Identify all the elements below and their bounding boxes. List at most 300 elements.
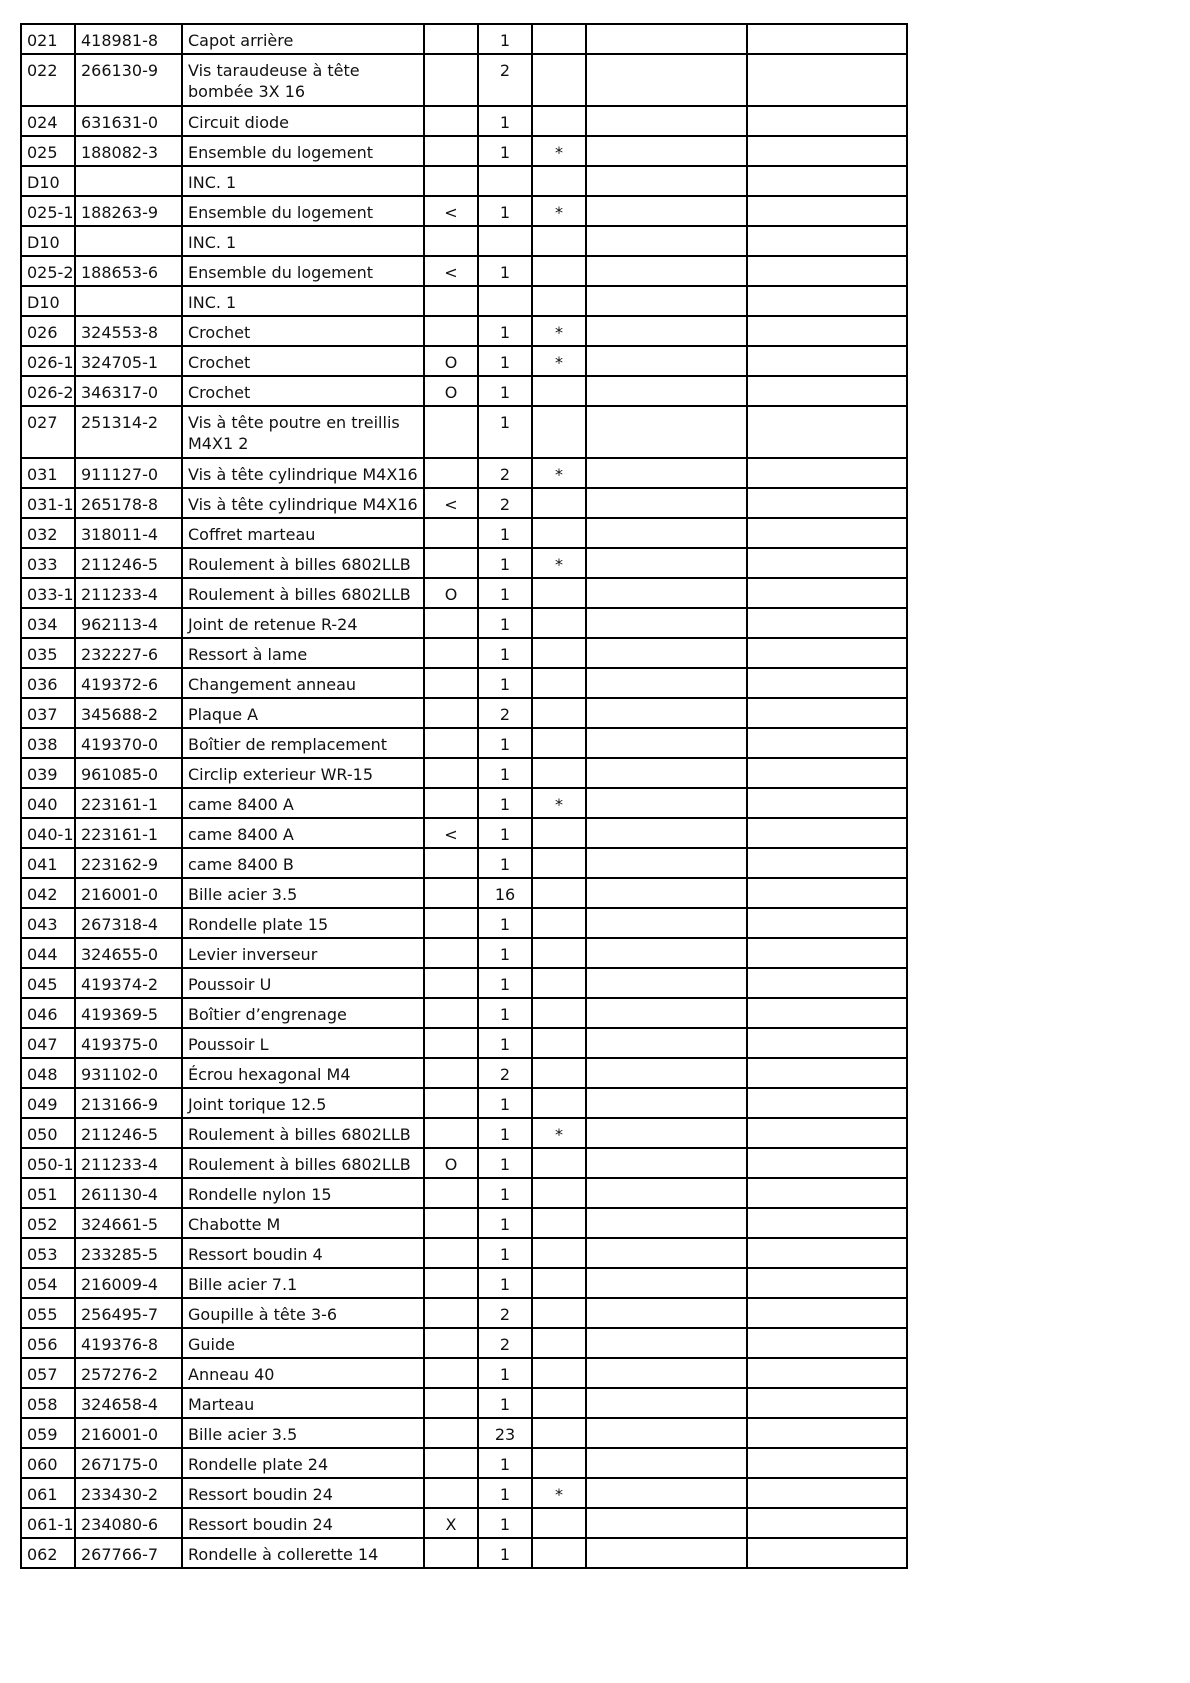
quantity-cell <box>478 1538 532 1568</box>
quantity-text: 1 <box>499 1185 511 1204</box>
item-number-cell <box>21 1058 75 1088</box>
blank-1-cell <box>586 1388 747 1418</box>
item-number-text: 024 <box>27 113 58 132</box>
note-text <box>533 1149 585 1154</box>
part-number-text <box>81 227 181 232</box>
description-cell <box>182 24 424 54</box>
quantity-text: 2 <box>499 1305 511 1324</box>
part-number-text: 188653-6 <box>81 263 159 282</box>
item-number-cell <box>21 848 75 878</box>
quantity-cell <box>478 818 532 848</box>
description-text: Capot arrière <box>188 31 294 50</box>
blank-1-cell <box>586 166 747 196</box>
description-cell <box>182 1178 424 1208</box>
quantity-text: 1 <box>499 1545 511 1564</box>
blank-1-cell <box>586 54 747 106</box>
table-row <box>21 1388 907 1418</box>
note-text <box>533 939 585 944</box>
blank-1-cell <box>586 406 747 458</box>
table-row <box>21 668 907 698</box>
description-text: Vis taraudeuse à tête bombée 3X 16 <box>188 61 360 101</box>
blank-1-cell <box>586 226 747 256</box>
part-number-cell <box>75 1478 182 1508</box>
part-number-text: 266130-9 <box>81 61 159 80</box>
blank-1-text <box>592 849 746 854</box>
table-row <box>21 196 907 226</box>
table-row <box>21 938 907 968</box>
quantity-text: 1 <box>499 143 511 162</box>
note-text <box>533 1059 585 1064</box>
table-row <box>21 1328 907 1358</box>
note-cell <box>532 346 586 376</box>
blank-1-cell <box>586 818 747 848</box>
item-number-cell <box>21 1208 75 1238</box>
part-number-cell <box>75 406 182 458</box>
table-row <box>21 166 907 196</box>
blank-1-text <box>592 317 746 322</box>
note-cell <box>532 1418 586 1448</box>
quantity-cell <box>478 1118 532 1148</box>
item-number-text: D10 <box>27 293 60 312</box>
blank-2-cell <box>747 788 907 818</box>
description-text: Ressort boudin 24 <box>188 1515 333 1534</box>
blank-1-cell <box>586 376 747 406</box>
note-text: * <box>555 465 563 484</box>
note-cell <box>532 1178 586 1208</box>
note-text <box>533 639 585 644</box>
item-number-cell <box>21 1118 75 1148</box>
blank-1-text <box>592 1239 746 1244</box>
marker-text <box>425 1359 477 1364</box>
blank-2-text <box>753 939 906 944</box>
note-cell <box>532 668 586 698</box>
description-cell <box>182 316 424 346</box>
blank-1-text <box>592 669 746 674</box>
blank-2-text <box>753 1539 906 1544</box>
note-cell <box>532 458 586 488</box>
part-number-cell <box>75 1268 182 1298</box>
note-cell <box>532 1448 586 1478</box>
note-cell <box>532 728 586 758</box>
blank-1-cell <box>586 518 747 548</box>
item-number-cell <box>21 1238 75 1268</box>
blank-2-text <box>753 317 906 322</box>
blank-1-text <box>592 1059 746 1064</box>
part-number-text: 233285-5 <box>81 1245 159 1264</box>
item-number-text: 058 <box>27 1395 58 1414</box>
blank-2-text <box>753 1149 906 1154</box>
part-number-cell <box>75 1148 182 1178</box>
table-row <box>21 1268 907 1298</box>
description-cell <box>182 578 424 608</box>
blank-2-cell <box>747 1328 907 1358</box>
description-text: Goupille à tête 3-6 <box>188 1305 338 1324</box>
blank-2-text <box>753 639 906 644</box>
description-text: INC. 1 <box>188 233 237 252</box>
part-number-cell <box>75 578 182 608</box>
description-text: Joint de retenue R-24 <box>188 615 358 634</box>
description-cell <box>182 1058 424 1088</box>
blank-1-text <box>592 1359 746 1364</box>
part-number-cell <box>75 1328 182 1358</box>
blank-2-text <box>753 137 906 142</box>
item-number-text: 040 <box>27 795 58 814</box>
part-number-text: 256495-7 <box>81 1305 159 1324</box>
description-text: Ressort à lame <box>188 645 308 664</box>
note-cell <box>532 1328 586 1358</box>
note-text <box>533 1179 585 1184</box>
marker-text <box>425 137 477 142</box>
part-number-text: 261130-4 <box>81 1185 159 1204</box>
description-cell <box>182 758 424 788</box>
blank-1-text <box>592 879 746 884</box>
part-number-text: 324655-0 <box>81 945 159 964</box>
marker-text <box>425 879 477 884</box>
table-row <box>21 1298 907 1328</box>
parts-table <box>20 23 908 1569</box>
blank-2-text <box>753 107 906 112</box>
description-cell <box>182 1028 424 1058</box>
blank-1-cell <box>586 638 747 668</box>
part-number-cell <box>75 1208 182 1238</box>
blank-2-text <box>753 999 906 1004</box>
description-text: Boîtier d’engrenage <box>188 1005 347 1024</box>
blank-1-text <box>592 489 746 494</box>
table-row <box>21 1178 907 1208</box>
quantity-text: 1 <box>499 1155 511 1174</box>
description-cell <box>182 848 424 878</box>
blank-2-text <box>753 519 906 524</box>
quantity-text: 1 <box>499 203 511 222</box>
description-cell <box>182 458 424 488</box>
description-text: Ensemble du logement <box>188 143 374 162</box>
part-number-cell <box>75 196 182 226</box>
item-number-text: 054 <box>27 1275 58 1294</box>
blank-1-cell <box>586 1268 747 1298</box>
quantity-text: 16 <box>494 885 516 904</box>
quantity-cell <box>478 1388 532 1418</box>
item-number-cell <box>21 818 75 848</box>
quantity-cell <box>478 728 532 758</box>
blank-2-cell <box>747 286 907 316</box>
blank-2-text <box>753 1419 906 1424</box>
blank-1-cell <box>586 1148 747 1178</box>
item-number-text: 045 <box>27 975 58 994</box>
marker-text <box>425 1419 477 1424</box>
description-cell <box>182 518 424 548</box>
marker-cell <box>424 818 478 848</box>
part-number-cell <box>75 1238 182 1268</box>
marker-text <box>425 55 477 60</box>
note-text: * <box>555 323 563 342</box>
marker-text: X <box>445 1515 457 1534</box>
marker-cell <box>424 608 478 638</box>
item-number-cell <box>21 1448 75 1478</box>
marker-cell <box>424 698 478 728</box>
note-text <box>533 519 585 524</box>
table-row <box>21 1418 907 1448</box>
marker-text: < <box>444 203 458 222</box>
part-number-cell <box>75 758 182 788</box>
part-number-text: 216009-4 <box>81 1275 159 1294</box>
table-row <box>21 518 907 548</box>
part-number-cell <box>75 938 182 968</box>
quantity-cell <box>478 518 532 548</box>
table-row <box>21 256 907 286</box>
quantity-cell <box>478 578 532 608</box>
item-number-text: 035 <box>27 645 58 664</box>
note-cell <box>532 1358 586 1388</box>
description-text: Guide <box>188 1335 235 1354</box>
item-number-text: 031 <box>27 465 58 484</box>
marker-text <box>425 1119 477 1124</box>
part-number-text: 188263-9 <box>81 203 159 222</box>
item-number-cell <box>21 488 75 518</box>
item-number-text: 025-1 <box>27 203 74 222</box>
note-cell <box>532 848 586 878</box>
note-cell <box>532 166 586 196</box>
description-text: Anneau 40 <box>188 1365 275 1384</box>
note-cell <box>532 788 586 818</box>
blank-2-text <box>753 579 906 584</box>
table-row <box>21 1448 907 1478</box>
description-cell <box>182 286 424 316</box>
blank-2-text <box>753 609 906 614</box>
description-text: Vis à tête cylindrique M4X16 <box>188 465 418 484</box>
quantity-text: 1 <box>499 525 511 544</box>
blank-2-cell <box>747 728 907 758</box>
table-row <box>21 316 907 346</box>
item-number-text: 033 <box>27 555 58 574</box>
blank-1-cell <box>586 698 747 728</box>
description-text: Crochet <box>188 323 251 342</box>
note-text: * <box>555 555 563 574</box>
description-text: Vis à tête cylindrique M4X16 <box>188 495 418 514</box>
note-text <box>533 1449 585 1454</box>
blank-1-text <box>592 819 746 824</box>
marker-cell <box>424 286 478 316</box>
note-cell <box>532 54 586 106</box>
marker-text: < <box>444 263 458 282</box>
blank-1-text <box>592 1299 746 1304</box>
description-cell <box>182 938 424 968</box>
description-text: Poussoir U <box>188 975 272 994</box>
item-number-text: 040-1 <box>27 825 74 844</box>
quantity-text: 1 <box>499 1365 511 1384</box>
quantity-cell <box>478 638 532 668</box>
description-cell <box>182 668 424 698</box>
note-text <box>533 1359 585 1364</box>
item-number-text: 043 <box>27 915 58 934</box>
quantity-cell <box>478 1508 532 1538</box>
description-text: Circlip exterieur WR-15 <box>188 765 374 784</box>
blank-2-cell <box>747 488 907 518</box>
note-cell <box>532 878 586 908</box>
quantity-cell <box>478 166 532 196</box>
part-number-text: 216001-0 <box>81 885 159 904</box>
blank-1-cell <box>586 286 747 316</box>
item-number-cell <box>21 608 75 638</box>
blank-2-text <box>753 1329 906 1334</box>
item-number-text: 027 <box>27 413 58 432</box>
marker-cell <box>424 1538 478 1568</box>
note-text <box>533 879 585 884</box>
item-number-cell <box>21 548 75 578</box>
quantity-cell <box>478 758 532 788</box>
description-text: Roulement à billes 6802LLB <box>188 555 411 574</box>
description-cell <box>182 226 424 256</box>
quantity-cell <box>478 24 532 54</box>
blank-2-cell <box>747 1148 907 1178</box>
blank-2-text <box>753 167 906 172</box>
part-number-cell <box>75 24 182 54</box>
quantity-cell <box>478 406 532 458</box>
item-number-text: 057 <box>27 1365 58 1384</box>
blank-2-text <box>753 1389 906 1394</box>
marker-cell <box>424 256 478 286</box>
note-text <box>533 1269 585 1274</box>
item-number-cell <box>21 578 75 608</box>
item-number-cell <box>21 346 75 376</box>
item-number-cell <box>21 788 75 818</box>
quantity-text: 2 <box>499 1065 511 1084</box>
marker-text <box>425 1389 477 1394</box>
quantity-text: 1 <box>499 1035 511 1054</box>
description-text: Plaque A <box>188 705 259 724</box>
marker-text: O <box>444 1155 458 1174</box>
marker-cell <box>424 1508 478 1538</box>
table-row <box>21 1058 907 1088</box>
quantity-cell <box>478 908 532 938</box>
item-number-cell <box>21 196 75 226</box>
blank-2-text <box>753 1299 906 1304</box>
item-number-cell <box>21 938 75 968</box>
description-text: Circuit diode <box>188 113 289 132</box>
note-text <box>533 227 585 232</box>
note-text: * <box>555 795 563 814</box>
note-cell <box>532 1148 586 1178</box>
blank-2-cell <box>747 256 907 286</box>
marker-cell <box>424 788 478 818</box>
blank-1-cell <box>586 1028 747 1058</box>
item-number-cell <box>21 136 75 166</box>
marker-text <box>425 1479 477 1484</box>
part-number-cell <box>75 908 182 938</box>
part-number-cell <box>75 878 182 908</box>
marker-text <box>425 1299 477 1304</box>
note-cell <box>532 578 586 608</box>
table-row <box>21 758 907 788</box>
blank-2-text <box>753 377 906 382</box>
marker-cell <box>424 1148 478 1178</box>
description-cell <box>182 1508 424 1538</box>
blank-1-cell <box>586 136 747 166</box>
quantity-text: 1 <box>499 555 511 574</box>
note-text <box>533 729 585 734</box>
quantity-text: 1 <box>499 1245 511 1264</box>
part-number-text: 419375-0 <box>81 1035 159 1054</box>
quantity-text: 1 <box>499 1005 511 1024</box>
marker-cell <box>424 1358 478 1388</box>
note-text <box>533 489 585 494</box>
marker-cell <box>424 1238 478 1268</box>
description-text: Roulement à billes 6802LLB <box>188 1125 411 1144</box>
part-number-cell <box>75 1298 182 1328</box>
blank-1-text <box>592 1449 746 1454</box>
description-cell <box>182 488 424 518</box>
part-number-cell <box>75 728 182 758</box>
part-number-text: 233430-2 <box>81 1485 159 1504</box>
part-number-text: 211246-5 <box>81 555 159 574</box>
blank-2-cell <box>747 1478 907 1508</box>
blank-2-cell <box>747 548 907 578</box>
blank-2-cell <box>747 1388 907 1418</box>
blank-2-cell <box>747 1178 907 1208</box>
note-text <box>533 969 585 974</box>
blank-2-text <box>753 549 906 554</box>
item-number-cell <box>21 638 75 668</box>
item-number-text: 050 <box>27 1125 58 1144</box>
blank-1-cell <box>586 938 747 968</box>
blank-2-cell <box>747 1238 907 1268</box>
part-number-text: 267318-4 <box>81 915 159 934</box>
note-cell <box>532 1268 586 1298</box>
note-text: * <box>555 1125 563 1144</box>
part-number-cell <box>75 316 182 346</box>
part-number-text: 961085-0 <box>81 765 159 784</box>
description-text: Coffret marteau <box>188 525 316 544</box>
blank-2-text <box>753 879 906 884</box>
blank-1-cell <box>586 1418 747 1448</box>
marker-cell <box>424 908 478 938</box>
blank-1-cell <box>586 878 747 908</box>
blank-1-cell <box>586 1358 747 1388</box>
quantity-text: 1 <box>499 615 511 634</box>
table-row <box>21 1508 907 1538</box>
table-row <box>21 638 907 668</box>
description-text: Écrou hexagonal M4 <box>188 1065 351 1084</box>
note-cell <box>532 1208 586 1238</box>
item-number-text: 031-1 <box>27 495 74 514</box>
item-number-cell <box>21 1148 75 1178</box>
description-text: INC. 1 <box>188 173 237 192</box>
item-number-text: 059 <box>27 1425 58 1444</box>
blank-2-cell <box>747 668 907 698</box>
part-number-cell <box>75 638 182 668</box>
marker-cell <box>424 24 478 54</box>
blank-1-text <box>592 377 746 382</box>
quantity-cell <box>478 256 532 286</box>
description-text: Poussoir L <box>188 1035 269 1054</box>
item-number-text: 026 <box>27 323 58 342</box>
part-number-cell <box>75 1508 182 1538</box>
description-cell <box>182 166 424 196</box>
quantity-cell <box>478 1358 532 1388</box>
blank-2-text <box>753 1209 906 1214</box>
blank-1-cell <box>586 578 747 608</box>
note-cell <box>532 638 586 668</box>
blank-2-text <box>753 669 906 674</box>
blank-1-text <box>592 909 746 914</box>
blank-1-cell <box>586 608 747 638</box>
item-number-text: 037 <box>27 705 58 724</box>
blank-1-text <box>592 969 746 974</box>
marker-cell <box>424 226 478 256</box>
description-text: Bille acier 3.5 <box>188 885 298 904</box>
part-number-text: 419372-6 <box>81 675 159 694</box>
note-cell <box>532 908 586 938</box>
blank-1-text <box>592 197 746 202</box>
